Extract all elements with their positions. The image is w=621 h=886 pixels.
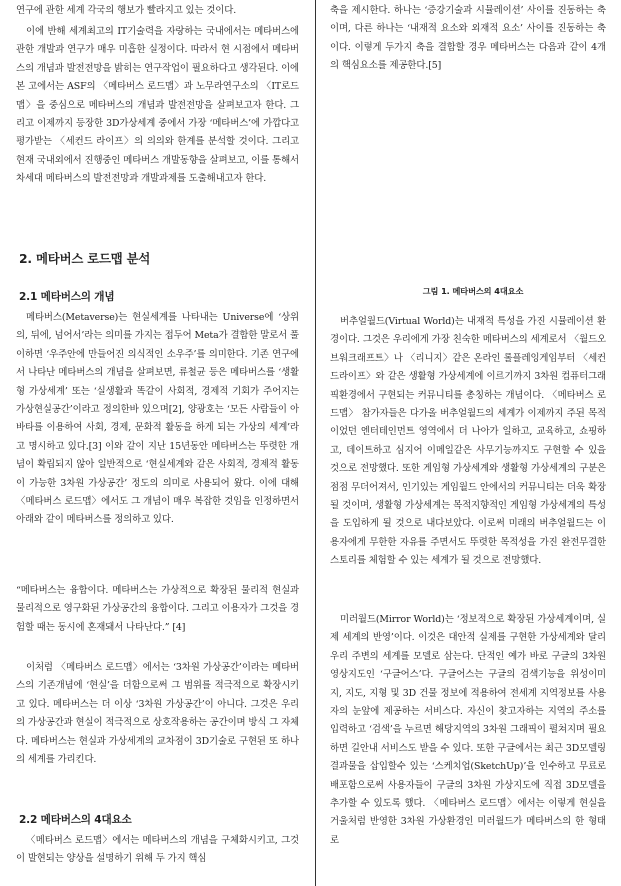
roadmap-definition-quote: “메타버스는 융합이다. 메타버스는 가상적으로 확장된 물리적 현실과 물리적으로 영구화된 가상공간의 융합이다. 그리고 이용자가 그것을 경험할 때는 동시에 혼재돼서 나타난다.” [4] [16, 585, 299, 633]
concept-paragraph: 메타버스(Metaverse)는 현실세계를 나타내는 Universe에 ‘상위의, 뒤에, 넘어서’라는 의미를 가지는 접두어 Meta가 결합한 말로서 풀이하면 ‘우주안에 만들어진 의식적인 소우주’를 의미한다. 기존 연구에서 나타난 메타버스의 개념을 살펴보면, 류철균 등은 메타버스를 ‘생활형 가상세계’ 또는 ‘실생활과 똑같이 사회적, 경제적 기회가 주어지는 가상현실공간’이라고 정의한바 있으며[2], 양광호는 ‘모든 사람들이 아바타를 이용하여 사회, 경제, 문화적 활동을 하게 되는 가상의 세계’라고 명시하고 있다.[3] 이와 같이 지난 15년동안 메타버스는 뚜렷한 개념이 확립되지 않아 일반적으로 ‘현실세계와 같은 사회적, 경제적 활동이 가능한 3차원 가상공간’ 정도의 의미로 사용되어 왔다. 이에 대해 〈메타버스 로드맵〉에서도 그 개념이 매우 복잡한 것임을 인정하면서 아래와 같이 메타버스를 정의하고 있다. [16, 312, 299, 526]
purpose-paragraph: 이에 반해 세계최고의 IT기술력을 자랑하는 국내에서는 메타버스에 관한 개발과 연구가 매우 미흡한 실정이다. 따라서 현 시점에서 메타버스의 개념과 발전전망을 밝히는 연구작업이 필요하다고 생각된다. 이에 본 고에서는 ASF의 〈메타버스 로드맵〉과 노무라연구소의 〈IT로드맵〉을 중심으로 메타버스의 개념과 발전전망을 살펴보고자 한다. 그리고 이제까지 등장한 3D가상세계 중에서 가장 ‘메타버스’에 가깝다고 평가받는 〈세컨드 라이프〉의 의의와 한계를 분석할 것이다. 그리고 현재 국내외에서 진행중인 메타버스 개발동향을 살펴보고, 이를 통해서 차세대 메타버스의 발전전망과 개발과제를 도출해내고자 한다. [16, 26, 299, 185]
virtual-world-paragraph: 버추얼월드(Virtual World)는 내재적 특성을 가진 시뮬레이션 환경이다. 그것은 우리에게 가장 친숙한 메타버스의 세계로서 〈월드오브워크래프트〉나 〈리니지〉같은 온라인 롤플레잉게임부터 〈세컨드라이프〉와 같은 생활형 가상세계에 이르기까지 3차원 컴퓨터그래픽환경에서 구현되는 커뮤니티를 총칭하는 개념이다. 〈메타버스 로드맵〉 참가자들은 다가올 버추얼월드의 세계가 이제까지 주된 목적이었던 엔터테인먼트 영역에서 더 나아가 일하고, 교육하고, 쇼핑하고, 데이트하고 심지어 이메일같은 사무기능까지도 구현할 수 있을 것으로 전망했다. 또한 게임형 가상세계와 생활형 가상세계의 구분은 점점 무더어져서, 인기있는 게임월드 안에서의 커뮤니티는 더욱 확장될 것이며, 생활형 가상세계는 목적지향적인 게임형 가상세계의 특성을 도입하게 될 것으로 내다보았다. 이로써 미래의 버추얼월드는 이용자에게 무한한 자유를 주면서도 뚜렷한 목적성을 가진 완전무결한 스토리를 체험할 수 있는 세계가 될 것으로 전망했다. [330, 316, 606, 567]
intro-line: 연구에 관한 세계 각국의 행보가 빨라지고 있는 것이다. [16, 5, 237, 16]
mirror-world-paragraph: 미러월드(Mirror World)는 ‘정보적으로 확장된 가상세계이며, 실제 세계의 반영’이다. 이것은 대안적 실제를 구현한 가상세계와 달리 우리 주변의 세계를 모델로 삼는다. 단적인 예가 바로 구글의 3차원 영상지도인 ‘구글어스’다. 구글어스는 구글의 검색기능을 위성이미지, 지도, 지형 및 3D 건물 정보에 적용하여 전세계 지역정보를 사용자의 눈앞에 제공하는 서비스다. 자신이 찾고자하는 지역의 주소를 입력하고 ‘검색’을 누르면 해당지역의 3차원 그래픽이 펼쳐지며 필요하면 길안내 서비스도 받을 수 있다. 또한 구글에서는 최근 3D모델링 결과물을 삽입할수 있는 ‘스케치업(SketchUp)’을 인수하고 무료로 배포함으로써 사용자들이 구글의 3차원 가상지도에 직접 3D모델을 추가할 수 있도록 했다. 〈메타버스 로드맵〉에서는 이렇게 현실을 거울처럼 반영한 3차원 가상환경인 미러월드가 메타버스의 한 형태로 [330, 614, 606, 846]
subsection-2-1-heading: 2.1 메타버스의 개념 [19, 291, 115, 303]
figure-1 [330, 282, 606, 300]
figure-caption: 그림 1. 메타버스의 4대요소 [422, 286, 524, 296]
subsection-2-2-heading: 2.2 메타버스의 4대요소 [19, 814, 132, 826]
column-divider [315, 0, 316, 886]
roadmap-paragraph: 이처럼 〈메타버스 로드맵〉에서는 ‘3차원 가상공간’이라는 메타버스의 기존개념에 ‘현실’을 더함으로써 그 범위를 적극적으로 확장시키고 있다. 메타버스는 더 이상 ‘3차원 가상공간’이 아니다. 그것은 우리의 가상공간과 현실이 적극적으로 상호작용하는 공간이며 방식 그 자체다. 메타버스는 현실과 가상세계의 교차점이 3D기술로 구현된 또 하나의 세계를 가리킨다. [16, 662, 299, 766]
axes-paragraph: 축을 제시한다. 하나는 ‘증강기술과 시뮬레이션’ 사이를 진동하는 축이며, 다른 하나는 ‘내재적 요소와 외재적 요소’ 사이를 진동하는 축이다. 이렇게 두가지 축을 결합할 경우 메타버스는 다음과 같이 4개의 핵심요소를 제공한다.[5] [330, 5, 606, 72]
section-2-heading: 2. 메타버스 로드맵 분석 [19, 251, 151, 266]
elements-paragraph-start: 〈메타버스 로드맵〉에서는 메타버스의 개념을 구체화시키고, 그것이 발현되는 양상을 설명하기 위해 두 가지 핵심 [16, 835, 299, 865]
